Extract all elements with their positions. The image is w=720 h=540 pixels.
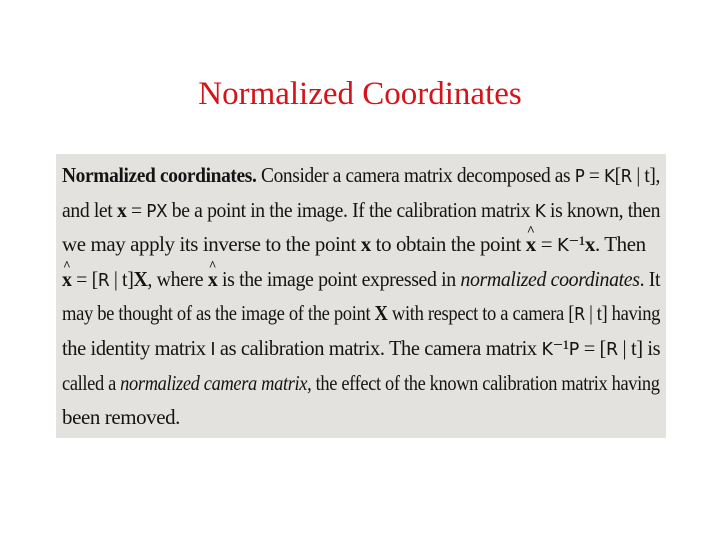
scanned-text-block [56, 154, 666, 438]
text-run: [ [614, 163, 621, 187]
math-symbol-xhat: x ^ [208, 262, 218, 297]
text-line-3 [62, 227, 660, 262]
text-line-2 [62, 193, 661, 228]
emphasis-term: normalized coordinates [460, 266, 640, 291]
math-symbol: X [133, 266, 148, 291]
text-run: is the image point expressed in [217, 266, 461, 291]
text-run: been removed. [62, 405, 181, 430]
text-line-6 [62, 331, 661, 366]
math-symbol: K [541, 338, 553, 360]
text-run: called a [62, 370, 121, 395]
text-line-4 [62, 262, 661, 297]
text-run: , the effect of the known calibration matrix having [307, 370, 660, 395]
math-symbol: K [604, 166, 615, 187]
text-run: = [ [578, 335, 606, 360]
emphasis-term: normalized camera matrix [120, 370, 308, 395]
text-line-5 [62, 296, 661, 331]
text-run: = [ [71, 266, 98, 291]
text-run: Consider a camera matrix decomposed as [256, 163, 575, 187]
text-run: = [535, 232, 557, 257]
math-symbol: x [116, 197, 127, 222]
math-symbol: I [210, 338, 216, 360]
math-symbol-xhat: x ^ [62, 262, 72, 297]
math-symbol-xhat: x ^ [526, 227, 536, 262]
math-symbol: X [374, 301, 388, 326]
text-run: = [584, 163, 605, 187]
text-run: . Then [594, 232, 646, 257]
text-run: , where [147, 266, 208, 291]
text-run: to obtain the point [370, 232, 526, 257]
superscript: ⁻¹ [552, 335, 569, 360]
text-run: = [126, 197, 147, 222]
paragraph-heading: Normalized coordinates. [62, 163, 257, 187]
math-symbol: x [360, 232, 371, 257]
text-run: be a point in the image. If the calibration matrix [167, 197, 535, 222]
text-run: we may apply its inverse to the point [62, 232, 361, 257]
math-symbol: P [568, 338, 579, 360]
math-symbol: x [584, 232, 595, 257]
math-symbol: P [574, 166, 585, 187]
text-run: | t], [631, 163, 661, 187]
text-line-8 [62, 400, 660, 435]
text-run: | t] [109, 266, 134, 291]
math-symbol: R [574, 304, 585, 326]
text-run: as calibration matrix. The camera matrix [215, 335, 542, 360]
text-run: may be thought of as the image of the point [62, 301, 375, 326]
superscript: ⁻¹ [568, 232, 585, 257]
math-symbol: K [534, 200, 546, 222]
text-run: and let [62, 197, 117, 222]
math-symbol: K [556, 235, 569, 257]
text-line-1 [62, 158, 661, 193]
math-symbol: PX [146, 200, 168, 222]
text-run: is known, then [545, 197, 661, 222]
math-symbol: R [97, 269, 110, 291]
text-run: . It [639, 266, 661, 291]
text-run: | t] having [584, 301, 661, 326]
math-symbol: R [620, 166, 632, 187]
text-run: | t] is [617, 335, 661, 360]
math-symbol: R [605, 338, 618, 360]
slide-title: Normalized Coordinates [198, 76, 522, 112]
text-run: with respect to a camera [ [387, 301, 575, 326]
text-run: the identity matrix [62, 335, 211, 360]
text-line-7 [62, 366, 660, 401]
